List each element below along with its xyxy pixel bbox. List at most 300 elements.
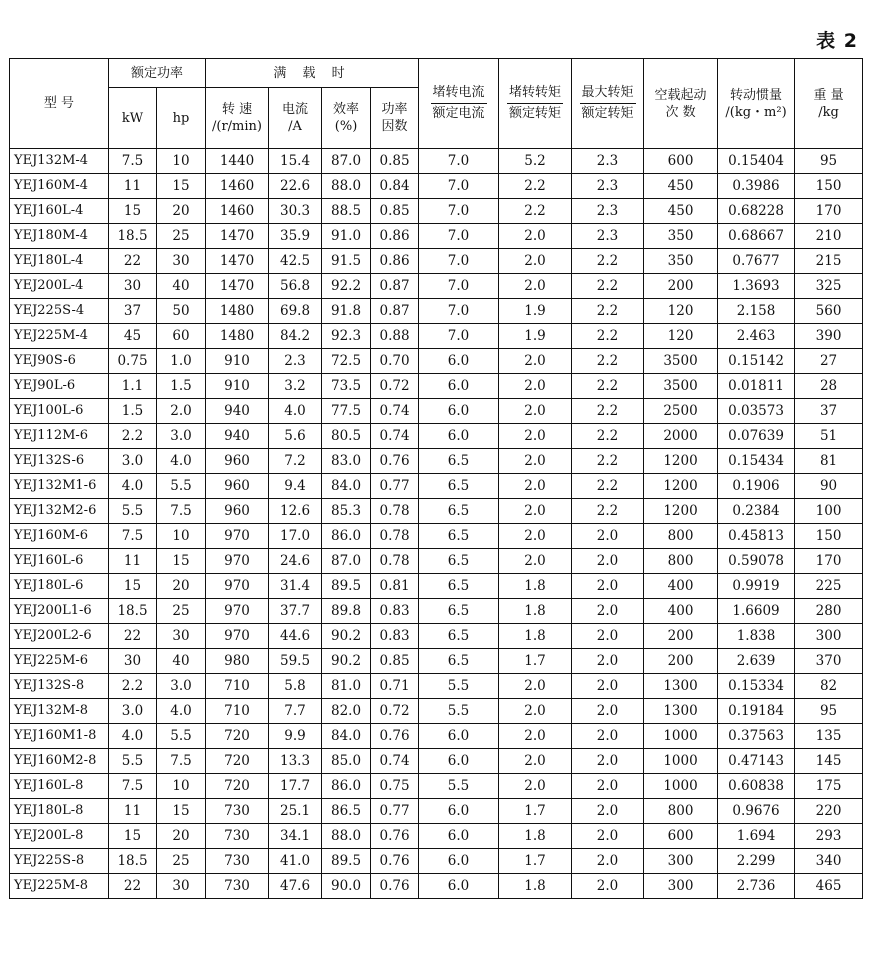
cell-lr-current-ratio: 7.0 [419,149,499,174]
cell-lr-torque-ratio: 2.0 [499,749,572,774]
cell-max-torque-ratio: 2.2 [572,449,644,474]
header-no-load-starts [644,59,718,149]
cell-hp: 20 [157,199,206,224]
cell-kw: 5.5 [109,749,157,774]
cell-hp: 10 [157,149,206,174]
cell-speed: 960 [206,449,269,474]
cell-current: 25.1 [269,799,322,824]
cell-max-torque-ratio: 2.0 [572,549,644,574]
cell-weight: 280 [795,599,863,624]
cell-efficiency: 72.5 [322,349,371,374]
cell-weight: 170 [795,199,863,224]
cell-weight: 27 [795,349,863,374]
table-row [10,824,863,849]
table-row [10,624,863,649]
cell-max-torque-ratio: 2.2 [572,474,644,499]
cell-weight: 145 [795,749,863,774]
cell-hp: 2.0 [157,399,206,424]
cell-speed: 940 [206,399,269,424]
cell-efficiency: 87.0 [322,549,371,574]
cell-max-torque-ratio: 2.0 [572,874,644,899]
cell-weight: 81 [795,449,863,474]
cell-no-load-starts: 3500 [644,374,718,399]
cell-current: 3.2 [269,374,322,399]
cell-speed: 940 [206,424,269,449]
cell-power-factor: 0.70 [371,349,419,374]
cell-lr-torque-ratio: 1.8 [499,624,572,649]
cell-speed: 1460 [206,174,269,199]
header-weight [795,59,863,149]
table-row [10,874,863,899]
cell-model: YEJ132M1-6 [10,474,109,499]
cell-no-load-starts: 800 [644,549,718,574]
table-row [10,224,863,249]
cell-hp: 10 [157,774,206,799]
cell-speed: 710 [206,674,269,699]
cell-speed: 960 [206,499,269,524]
cell-lr-current-ratio: 6.0 [419,824,499,849]
cell-model: YEJ225M-8 [10,874,109,899]
cell-hp: 3.0 [157,424,206,449]
header-locked-rotor-torque-ratio [499,59,572,149]
table-row [10,574,863,599]
cell-hp: 7.5 [157,499,206,524]
cell-efficiency: 86.5 [322,799,371,824]
cell-current: 30.3 [269,199,322,224]
cell-max-torque-ratio: 2.2 [572,399,644,424]
cell-lr-torque-ratio: 2.0 [499,774,572,799]
cell-max-torque-ratio: 2.2 [572,349,644,374]
cell-no-load-starts: 200 [644,624,718,649]
cell-efficiency: 89.8 [322,599,371,624]
cell-hp: 50 [157,299,206,324]
cell-model: YEJ160L-8 [10,774,109,799]
cell-kw: 22 [109,624,157,649]
cell-inertia: 2.639 [718,649,795,674]
header-model: 型 号 [10,59,109,149]
cell-power-factor: 0.76 [371,874,419,899]
cell-efficiency: 92.3 [322,324,371,349]
cell-weight: 215 [795,249,863,274]
cell-hp: 40 [157,649,206,674]
cell-power-factor: 0.74 [371,399,419,424]
cell-current: 35.9 [269,224,322,249]
cell-model: YEJ132M-8 [10,699,109,724]
table-row [10,199,863,224]
cell-no-load-starts: 200 [644,274,718,299]
cell-kw: 0.75 [109,349,157,374]
cell-current: 12.6 [269,499,322,524]
cell-power-factor: 0.87 [371,299,419,324]
cell-hp: 20 [157,574,206,599]
cell-kw: 1.1 [109,374,157,399]
cell-efficiency: 83.0 [322,449,371,474]
cell-no-load-starts: 200 [644,649,718,674]
table-caption: 表 2 [816,30,858,52]
cell-inertia: 2.463 [718,324,795,349]
cell-lr-current-ratio: 7.0 [419,299,499,324]
cell-power-factor: 0.87 [371,274,419,299]
max-torque-numerator: 最大转矩 [580,84,636,104]
table-row [10,549,863,574]
cell-lr-torque-ratio: 2.0 [499,674,572,699]
cell-no-load-starts: 3500 [644,349,718,374]
cell-no-load-starts: 1000 [644,724,718,749]
cell-efficiency: 90.2 [322,649,371,674]
cell-hp: 30 [157,874,206,899]
cell-current: 5.6 [269,424,322,449]
cell-power-factor: 0.78 [371,499,419,524]
cell-efficiency: 73.5 [322,374,371,399]
cell-weight: 220 [795,799,863,824]
cell-power-factor: 0.74 [371,749,419,774]
cell-no-load-starts: 400 [644,599,718,624]
cell-max-torque-ratio: 2.2 [572,324,644,349]
cell-kw: 3.0 [109,449,157,474]
table-body [10,149,863,899]
cell-efficiency: 90.2 [322,624,371,649]
cell-no-load-starts: 1300 [644,699,718,724]
cell-lr-current-ratio: 6.5 [419,474,499,499]
cell-hp: 20 [157,824,206,849]
cell-no-load-starts: 350 [644,249,718,274]
cell-inertia: 2.299 [718,849,795,874]
cell-max-torque-ratio: 2.2 [572,274,644,299]
speed-line1: 转 速 [221,102,253,117]
cell-power-factor: 0.77 [371,799,419,824]
cell-no-load-starts: 1200 [644,449,718,474]
cell-current: 24.6 [269,549,322,574]
cell-max-torque-ratio: 2.2 [572,424,644,449]
table-row [10,274,863,299]
cell-kw: 7.5 [109,774,157,799]
cell-power-factor: 0.86 [371,249,419,274]
cell-kw: 15 [109,574,157,599]
cell-no-load-starts: 350 [644,224,718,249]
cell-model: YEJ200L-4 [10,274,109,299]
cell-kw: 22 [109,874,157,899]
cell-lr-current-ratio: 6.0 [419,749,499,774]
cell-no-load-starts: 1200 [644,474,718,499]
cell-weight: 210 [795,224,863,249]
cell-lr-current-ratio: 6.0 [419,349,499,374]
cell-speed: 970 [206,524,269,549]
cell-no-load-starts: 800 [644,799,718,824]
cell-max-torque-ratio: 2.0 [572,524,644,549]
cell-hp: 4.0 [157,699,206,724]
cell-power-factor: 0.76 [371,824,419,849]
table-row [10,524,863,549]
cell-inertia: 0.9919 [718,574,795,599]
cell-max-torque-ratio: 2.0 [572,624,644,649]
cell-no-load-starts: 300 [644,874,718,899]
cell-speed: 720 [206,749,269,774]
cell-lr-torque-ratio: 1.7 [499,849,572,874]
cell-efficiency: 89.5 [322,849,371,874]
cell-model: YEJ200L-8 [10,824,109,849]
table-row [10,774,863,799]
cell-no-load-starts: 450 [644,174,718,199]
cell-kw: 7.5 [109,524,157,549]
cell-speed: 730 [206,824,269,849]
cell-inertia: 0.03573 [718,399,795,424]
cell-efficiency: 91.8 [322,299,371,324]
cell-kw: 11 [109,174,157,199]
header-rated-power: 额定功率 [109,59,206,88]
cell-inertia: 0.68228 [718,199,795,224]
cell-max-torque-ratio: 2.0 [572,649,644,674]
cell-speed: 1460 [206,199,269,224]
cell-kw: 4.0 [109,724,157,749]
cell-inertia: 1.838 [718,624,795,649]
cell-hp: 1.0 [157,349,206,374]
cell-hp: 15 [157,549,206,574]
cell-efficiency: 81.0 [322,674,371,699]
table-row [10,324,863,349]
cell-hp: 40 [157,274,206,299]
cell-inertia: 0.01811 [718,374,795,399]
cell-current: 13.3 [269,749,322,774]
cell-lr-torque-ratio: 5.2 [499,149,572,174]
cell-inertia: 0.47143 [718,749,795,774]
cell-no-load-starts: 1000 [644,749,718,774]
cell-lr-current-ratio: 6.5 [419,574,499,599]
cell-kw: 22 [109,249,157,274]
cell-lr-current-ratio: 6.0 [419,799,499,824]
table-row [10,474,863,499]
cell-lr-torque-ratio: 1.9 [499,299,572,324]
cell-kw: 11 [109,549,157,574]
cell-max-torque-ratio: 2.0 [572,799,644,824]
cell-hp: 7.5 [157,749,206,774]
cell-model: YEJ90L-6 [10,374,109,399]
cell-current: 44.6 [269,624,322,649]
cell-model: YEJ160M-4 [10,174,109,199]
cell-inertia: 0.1906 [718,474,795,499]
cell-kw: 11 [109,799,157,824]
cell-lr-current-ratio: 6.5 [419,624,499,649]
table-row [10,749,863,774]
table-row [10,424,863,449]
cell-model: YEJ160M2-8 [10,749,109,774]
cell-max-torque-ratio: 2.3 [572,224,644,249]
cell-max-torque-ratio: 2.2 [572,299,644,324]
cell-weight: 370 [795,649,863,674]
cell-model: YEJ160L-4 [10,199,109,224]
cell-speed: 1440 [206,149,269,174]
cell-current: 56.8 [269,274,322,299]
cell-speed: 1480 [206,324,269,349]
cell-max-torque-ratio: 2.2 [572,249,644,274]
cell-power-factor: 0.83 [371,624,419,649]
cell-power-factor: 0.85 [371,149,419,174]
cell-kw: 2.2 [109,424,157,449]
cell-speed: 710 [206,699,269,724]
cell-weight: 37 [795,399,863,424]
cell-hp: 60 [157,324,206,349]
cell-model: YEJ160M1-8 [10,724,109,749]
cell-model: YEJ225M-4 [10,324,109,349]
weight-line1: 重 量 [813,87,844,103]
cell-current: 15.4 [269,149,322,174]
cell-lr-torque-ratio: 2.0 [499,474,572,499]
cell-lr-torque-ratio: 1.8 [499,874,572,899]
cell-max-torque-ratio: 2.2 [572,499,644,524]
cell-lr-current-ratio: 5.5 [419,699,499,724]
table-row [10,399,863,424]
cell-power-factor: 0.78 [371,549,419,574]
cell-weight: 340 [795,849,863,874]
cell-power-factor: 0.76 [371,724,419,749]
cell-speed: 730 [206,849,269,874]
table-row [10,449,863,474]
cell-lr-current-ratio: 6.0 [419,849,499,874]
table-row [10,599,863,624]
header-power-factor [371,88,419,149]
weight-line2: /kg [818,104,839,120]
cell-power-factor: 0.84 [371,174,419,199]
cell-lr-current-ratio: 7.0 [419,174,499,199]
cell-max-torque-ratio: 2.3 [572,199,644,224]
cell-weight: 170 [795,549,863,574]
cell-kw: 2.2 [109,674,157,699]
cell-max-torque-ratio: 2.0 [572,724,644,749]
cell-hp: 10 [157,524,206,549]
inertia-line2: /(kg・m²) [725,104,787,120]
cell-lr-current-ratio: 6.0 [419,399,499,424]
cell-efficiency: 91.5 [322,249,371,274]
cell-model: YEJ180M-4 [10,224,109,249]
cell-power-factor: 0.83 [371,599,419,624]
header-efficiency [322,88,371,149]
cell-lr-current-ratio: 6.0 [419,374,499,399]
cell-max-torque-ratio: 2.0 [572,824,644,849]
cell-max-torque-ratio: 2.3 [572,149,644,174]
max-torque-denominator: 额定转矩 [581,106,634,121]
cell-hp: 15 [157,799,206,824]
header-speed [206,88,269,149]
cell-no-load-starts: 1300 [644,674,718,699]
cell-current: 84.2 [269,324,322,349]
cell-weight: 175 [795,774,863,799]
cell-lr-current-ratio: 7.0 [419,199,499,224]
cell-lr-torque-ratio: 1.8 [499,599,572,624]
cell-efficiency: 77.5 [322,399,371,424]
cell-weight: 150 [795,174,863,199]
header-kw: kW [109,88,157,149]
cell-lr-current-ratio: 6.5 [419,549,499,574]
cell-power-factor: 0.78 [371,524,419,549]
cell-no-load-starts: 600 [644,824,718,849]
cell-max-torque-ratio: 2.0 [572,599,644,624]
cell-efficiency: 84.0 [322,724,371,749]
cell-power-factor: 0.76 [371,449,419,474]
cell-lr-torque-ratio: 2.2 [499,199,572,224]
cell-lr-torque-ratio: 2.0 [499,549,572,574]
cell-lr-torque-ratio: 1.7 [499,799,572,824]
cell-kw: 4.0 [109,474,157,499]
cell-no-load-starts: 300 [644,849,718,874]
cell-lr-current-ratio: 7.0 [419,249,499,274]
cell-current: 7.7 [269,699,322,724]
cell-power-factor: 0.85 [371,649,419,674]
cell-weight: 51 [795,424,863,449]
header-max-torque-ratio [572,59,644,149]
cell-speed: 970 [206,574,269,599]
cell-kw: 45 [109,324,157,349]
cell-speed: 960 [206,474,269,499]
cell-kw: 30 [109,649,157,674]
cell-lr-torque-ratio: 1.7 [499,649,572,674]
cell-power-factor: 0.86 [371,224,419,249]
cell-inertia: 0.15404 [718,149,795,174]
cell-max-torque-ratio: 2.0 [572,574,644,599]
cell-power-factor: 0.75 [371,774,419,799]
cell-lr-torque-ratio: 2.0 [499,274,572,299]
cell-hp: 25 [157,849,206,874]
cell-efficiency: 89.5 [322,574,371,599]
cell-inertia: 0.19184 [718,699,795,724]
cell-efficiency: 86.0 [322,774,371,799]
cell-current: 69.8 [269,299,322,324]
cell-inertia: 0.9676 [718,799,795,824]
cell-efficiency: 86.0 [322,524,371,549]
table-row [10,374,863,399]
cell-weight: 465 [795,874,863,899]
cell-kw: 1.5 [109,399,157,424]
cell-hp: 5.5 [157,724,206,749]
cell-hp: 25 [157,224,206,249]
cell-max-torque-ratio: 2.0 [572,749,644,774]
cell-lr-torque-ratio: 2.0 [499,699,572,724]
cell-speed: 970 [206,624,269,649]
cell-weight: 560 [795,299,863,324]
cell-efficiency: 80.5 [322,424,371,449]
cell-lr-torque-ratio: 2.0 [499,249,572,274]
cell-max-torque-ratio: 2.0 [572,849,644,874]
cell-inertia: 1.3693 [718,274,795,299]
cell-kw: 15 [109,199,157,224]
cell-inertia: 0.15434 [718,449,795,474]
cell-inertia: 0.60838 [718,774,795,799]
cell-speed: 730 [206,799,269,824]
cell-inertia: 0.07639 [718,424,795,449]
cell-inertia: 0.45813 [718,524,795,549]
cell-inertia: 0.59078 [718,549,795,574]
cell-weight: 28 [795,374,863,399]
cell-weight: 95 [795,149,863,174]
cell-lr-current-ratio: 5.5 [419,774,499,799]
cell-weight: 325 [795,274,863,299]
table-row [10,249,863,274]
cell-current: 9.9 [269,724,322,749]
cell-kw: 15 [109,824,157,849]
cell-inertia: 0.68667 [718,224,795,249]
starts-line2: 次 数 [665,104,696,120]
cell-hp: 4.0 [157,449,206,474]
table-row [10,299,863,324]
cell-no-load-starts: 120 [644,299,718,324]
cell-efficiency: 92.2 [322,274,371,299]
cell-speed: 910 [206,349,269,374]
cell-inertia: 1.6609 [718,599,795,624]
cell-weight: 100 [795,499,863,524]
header-hp: hp [157,88,206,149]
cell-current: 17.7 [269,774,322,799]
cell-no-load-starts: 2500 [644,399,718,424]
table-row [10,849,863,874]
cell-model: YEJ132S-8 [10,674,109,699]
